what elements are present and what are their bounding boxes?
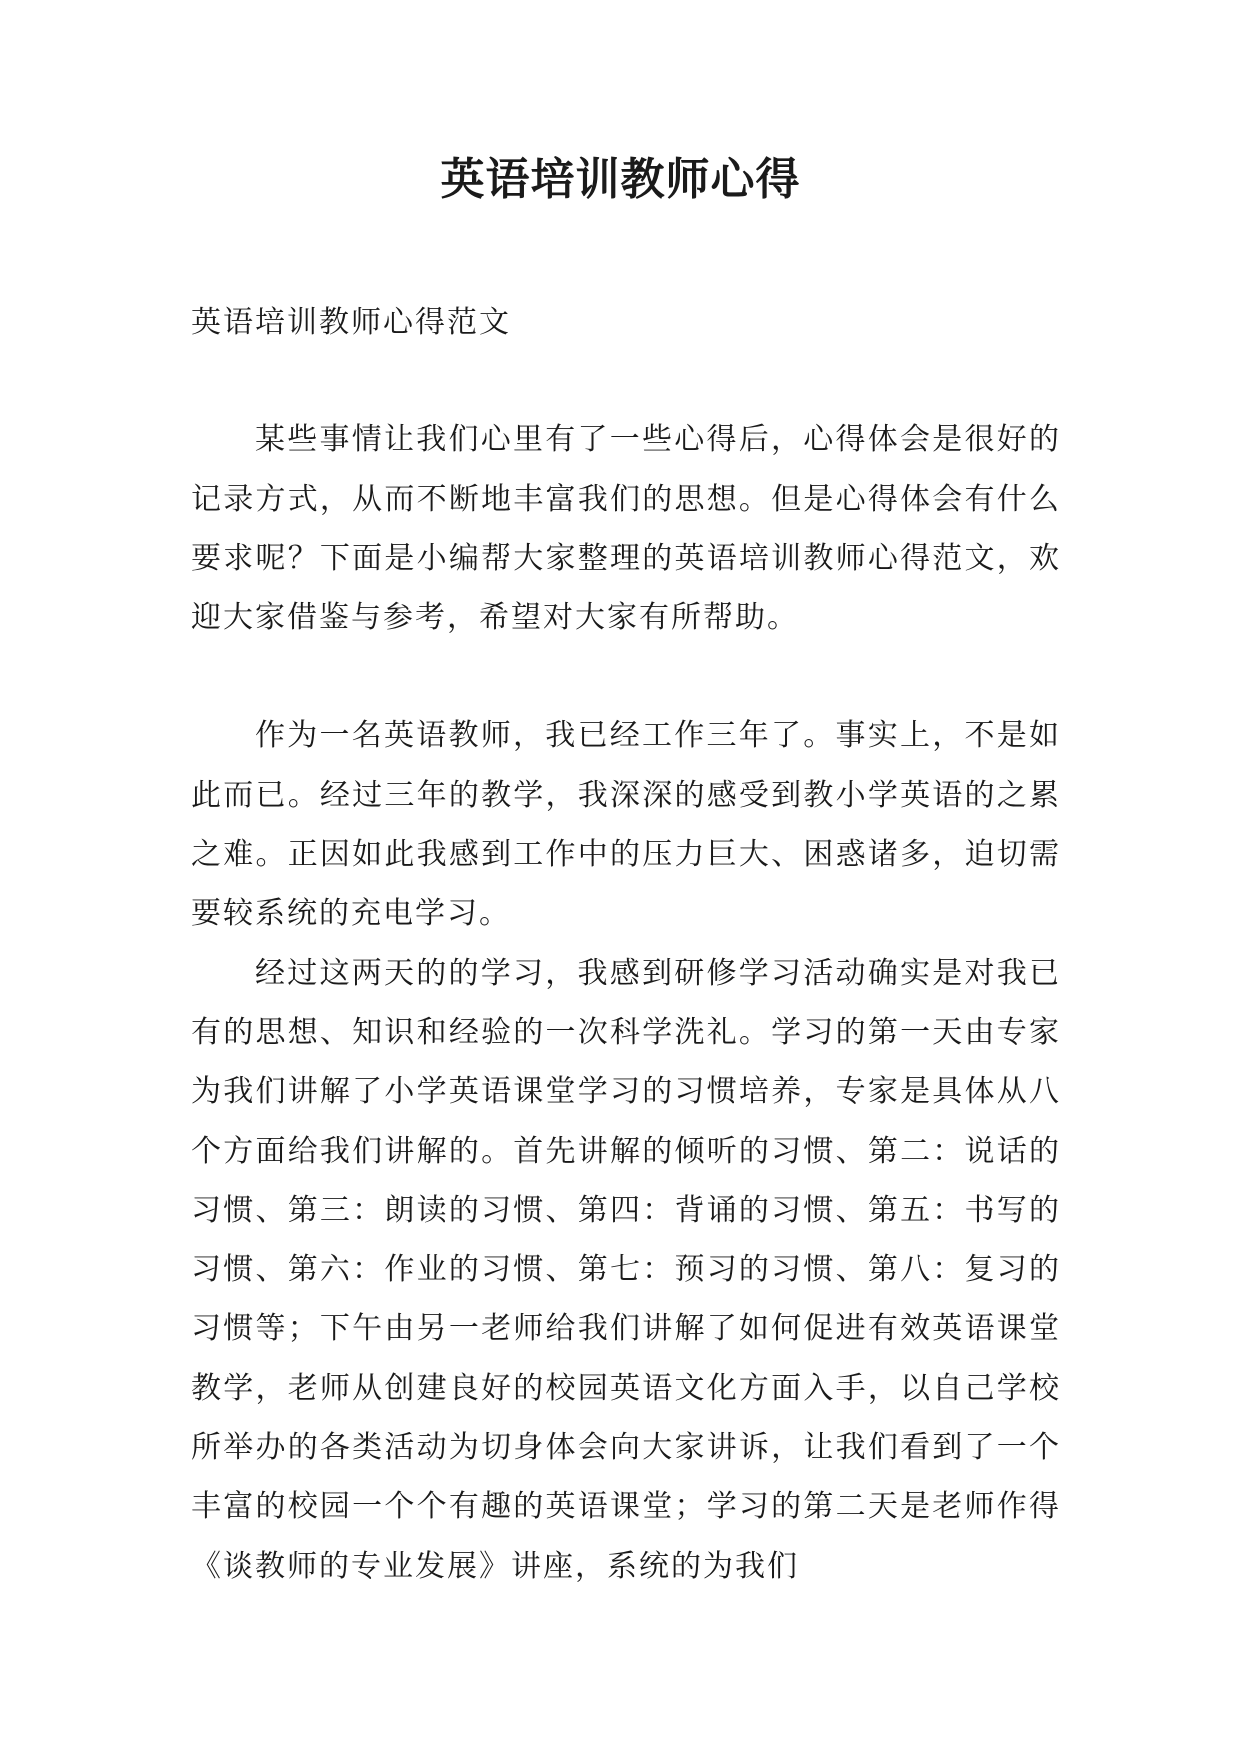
paragraph-intro: 某些事情让我们心里有了一些心得后，心得体会是很好的记录方式，从而不断地丰富我们的思想。但是心得体会有什么要求呢？下面是小编帮大家整理的英语培训教师心得范文，欢迎大家借鉴与参考，希望对大家有所帮助。 (191, 422, 1061, 636)
document-subtitle: 英语培训教师心得范文 (191, 305, 511, 340)
document-body (191, 293, 1061, 1596)
document-title: 英语培训教师心得 (440, 154, 801, 205)
paragraph-training: 经过这两天的的学习，我感到研修学习活动确实是对我已有的思想、知识和经验的一次科学洗礼。学习的第一天由专家为我们讲解了小学英语课堂学习的习惯培养，专家是具体从八个方面给我们讲解的。首先讲解的倾听的习惯、第二：说话的习惯、第三：朗读的习惯、第四：背诵的习惯、第五：书写的习惯、第六：作业的习惯、第七：预习的习惯、第八：复习的习惯等；下午由另一老师给我们讲解了如何促进有效英语课堂教学，老师从创建良好的校园英语文化方面入手，以自己学校所举办的各类活动为切身体会向大家讲诉，让我们看到了一个丰富的校园一个个有趣的英语课堂；学习的第二天是老师作得《谈教师的专业发展》讲座，系统的为我们 (191, 955, 1061, 1584)
paragraph-experience: 作为一名英语教师，我已经工作三年了。事实上，不是如此而已。经过三年的教学，我深深的感受到教小学英语的之累之难。正因如此我感到工作中的压力巨大、困惑诸多，迫切需要较系统的充电学习。 (191, 718, 1061, 932)
